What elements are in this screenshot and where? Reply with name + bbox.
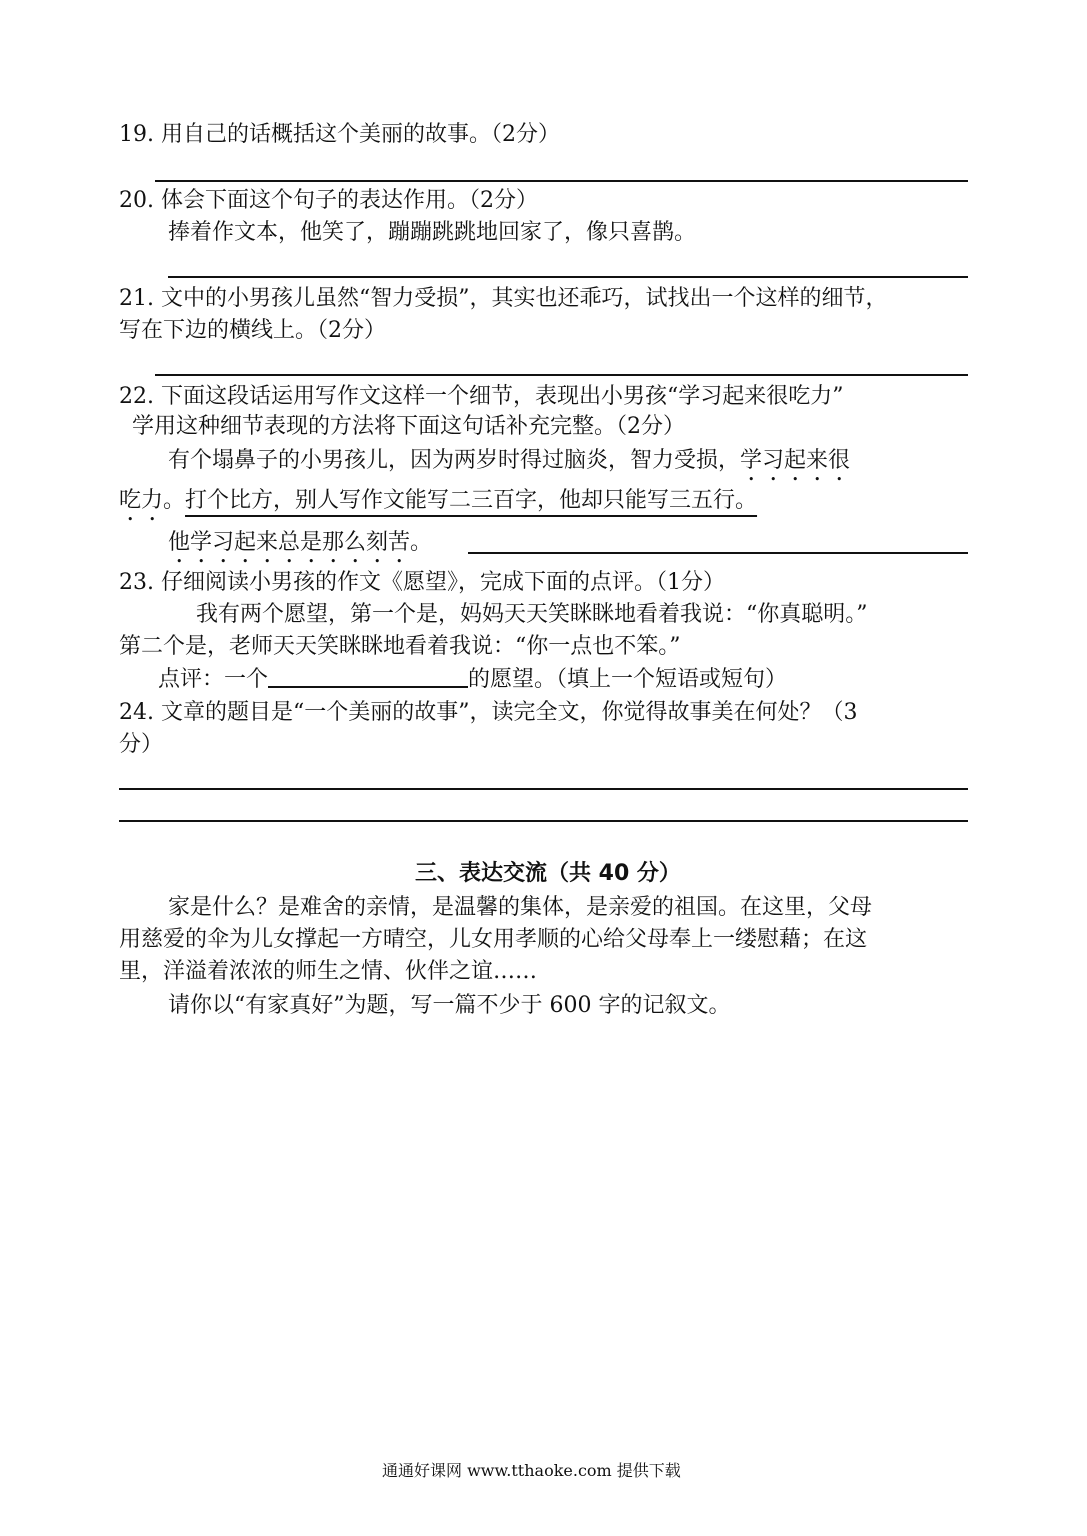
question-22-passage-line1 — [168, 446, 850, 486]
comment-suffix: 的愿望。（填上一个短语或短句） — [468, 667, 788, 692]
comment-blank[interactable] — [268, 664, 468, 688]
section-3-para-line2: 用慈爱的伞为儿女撑起一方晴空，儿女用孝顺的心给父母奉上一缕慰藉；在这 — [119, 927, 868, 952]
question-23-comment — [158, 664, 787, 695]
answer-line-20[interactable] — [168, 276, 968, 278]
underlined-detail: 打个比方，别人写作文能写二三百字，他却只能写三五行。 — [185, 488, 758, 513]
question-24-line1: 24. 文章的题目是“一个美丽的故事”，读完全文，你觉得故事美在何处？（3 — [119, 700, 858, 725]
answer-line-22[interactable] — [468, 552, 968, 554]
question-22-line2: 学用这种细节表现的方法将下面这句话补充完整。（2分） — [132, 414, 685, 439]
footer-credit: 通通好课网 www.tthaoke.com 提供下载 — [382, 1461, 681, 1480]
answer-line-19[interactable] — [155, 180, 968, 182]
question-20: 20. 体会下面这个句子的表达作用。（2分） — [119, 188, 538, 213]
prompt-punct: 。 — [410, 530, 433, 555]
question-21-line2: 写在下边的横线上。（2分） — [119, 318, 386, 343]
question-19: 19. 用自己的话概括这个美丽的故事。（2分） — [119, 122, 560, 147]
question-20-sentence: 捧着作文本，他笑了，蹦蹦跳跳地回家了，像只喜鹊。 — [168, 220, 697, 245]
answer-line-24a[interactable] — [119, 788, 968, 790]
section-3-para-line3: 里，洋溢着浓浓的师生之情、伙伴之谊…… — [119, 959, 538, 984]
comment-prefix: 点评：一个 — [158, 667, 269, 692]
question-22-passage-line2 — [119, 486, 757, 526]
emphasized-text: 吃力 — [119, 488, 164, 513]
question-23: 23. 仔细阅读小男孩的作文《愿望》，完成下面的点评。（1分） — [119, 570, 725, 595]
emphasized-text: 学习起来很 — [740, 448, 851, 473]
answer-line-21[interactable] — [155, 374, 968, 376]
question-24-line2: 分） — [119, 732, 164, 757]
essay-line1: 我有两个愿望，第一个是，妈妈天天笑眯眯地看着我说：“你真聪明。” — [196, 602, 868, 627]
answer-line-24b[interactable] — [119, 820, 968, 822]
section-3-instruction: 请你以“有家真好”为题，写一篇不少于 600 字的记叙文。 — [168, 993, 731, 1018]
passage-text: 。 — [163, 488, 186, 513]
passage-text: 有个塌鼻子的小男孩儿，因为两岁时得过脑炎，智力受损， — [168, 448, 741, 473]
question-21-line1: 21. 文中的小男孩儿虽然“智力受损”，其实也还乖巧，试找出一个这样的细节， — [119, 286, 888, 311]
section-3-title: 三、表达交流（共 40 分） — [415, 861, 681, 886]
emphasized-text: 他学习起来总是那么刻苦 — [168, 530, 411, 555]
section-3-para-line1: 家是什么？是难舍的亲情，是温馨的集体，是亲爱的祖国。在这里，父母 — [168, 895, 873, 920]
essay-line2: 第二个是，老师天天笑眯眯地看着我说：“你一点也不笨。” — [119, 634, 681, 659]
question-22-line1: 22. 下面这段话运用写作文这样一个细节，表现出小男孩“学习起来很吃力” — [119, 384, 844, 409]
question-22-prompt — [168, 528, 432, 568]
